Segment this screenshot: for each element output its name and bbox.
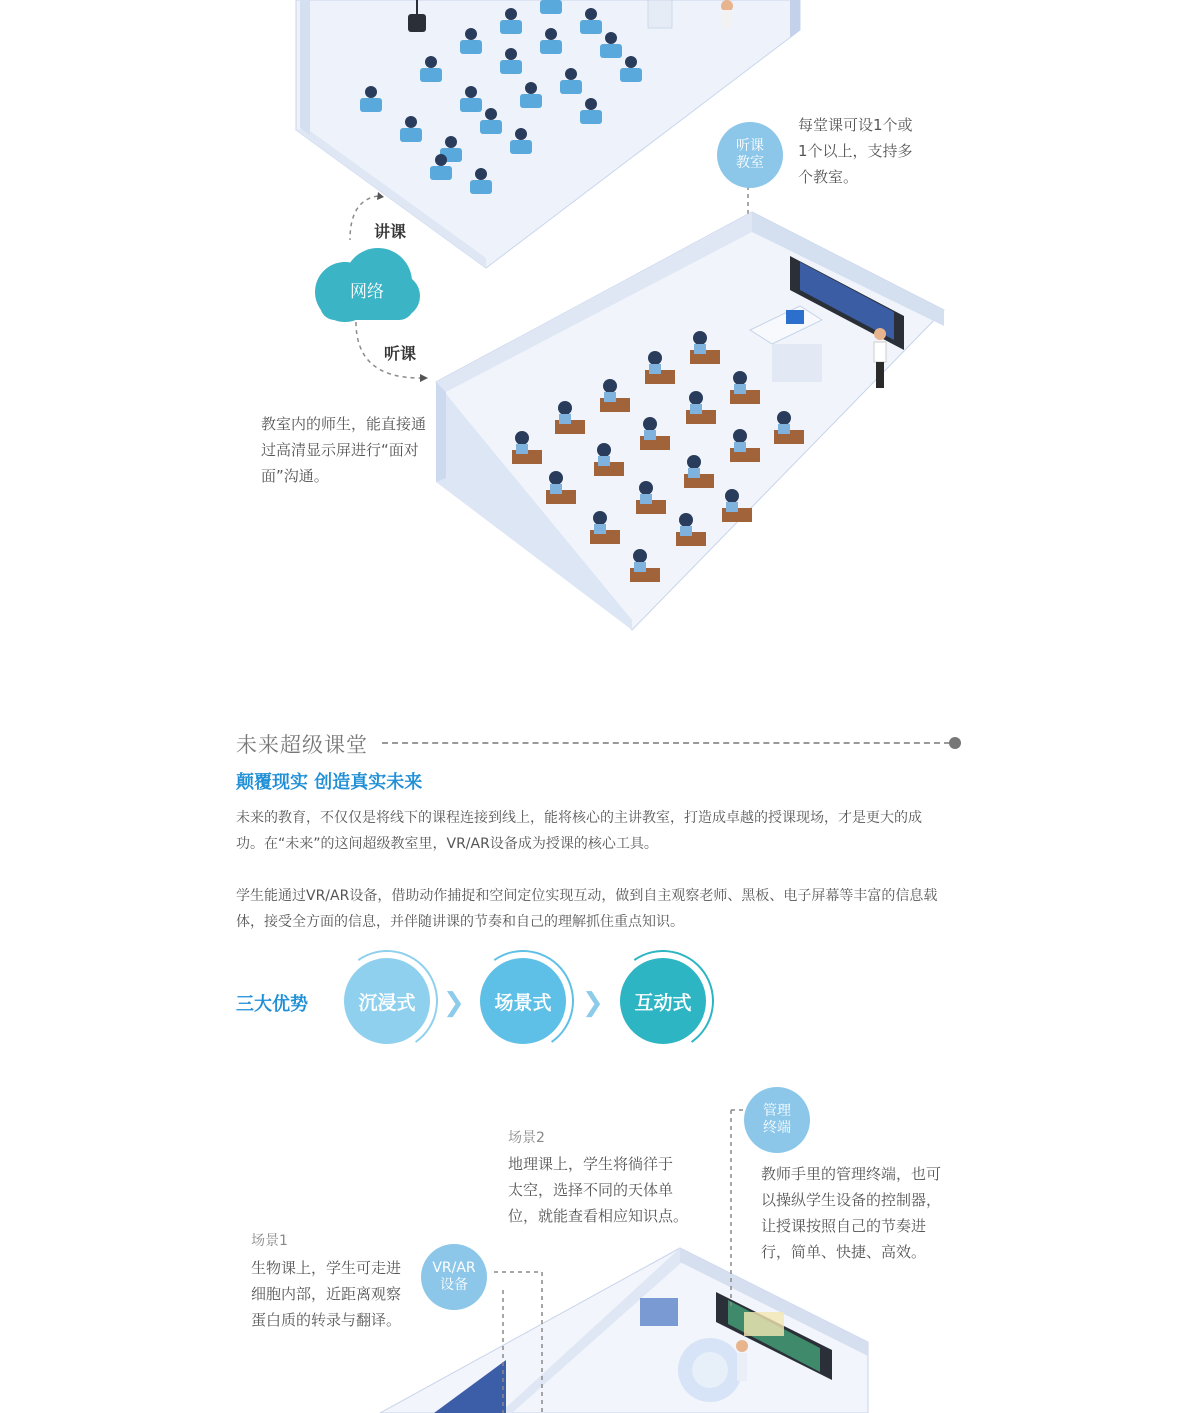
intro-paragraph-1: [236, 805, 966, 857]
note-line: 教室内的师生，能直接通: [261, 415, 427, 433]
vr-ar-device-bubble: VR/AR 设备: [421, 1244, 487, 1310]
title-dashed-divider: [382, 742, 950, 744]
divider-end-dot: [949, 737, 961, 749]
management-terminal-text: [761, 1161, 961, 1265]
advantage-label: 沉浸式: [358, 991, 416, 1014]
advantages-label: 三大优势: [236, 994, 308, 1015]
scene-line: 让授课按照自己的节奏进: [761, 1217, 927, 1235]
section-title: 未来超级课堂: [236, 733, 368, 757]
scene-line: 蛋白质的转录与翻译。: [251, 1311, 402, 1329]
advantage-label: 互动式: [634, 991, 692, 1014]
scene2-title: 场景2: [508, 1130, 545, 1146]
listen-label: 听课: [384, 344, 417, 363]
paragraph-line: 体，接受全方面的信息，并伴随讲课的节奏和自己的理解抓住重点知识。: [236, 914, 684, 930]
scene-line: 以操纵学生设备的控制器，: [761, 1191, 942, 1209]
vr-classroom-illustration: [0, 1080, 1200, 1413]
note-line: 个教室。: [798, 168, 859, 186]
scene-line: 太空，选择不同的天体单: [508, 1181, 674, 1199]
scene-line: 行，简单、快捷、高效。: [761, 1243, 927, 1261]
classroom-illustration-top: [0, 0, 1200, 650]
advantage-immersive: [344, 958, 430, 1044]
note-line: 过高清显示屏进行“面对: [261, 441, 419, 459]
scene-line: 细胞内部，近距离观察: [251, 1285, 402, 1303]
network-label: 网络: [350, 282, 384, 302]
paragraph-line: 功。在“未来”的这间超级教室里，VR/AR设备成为授课的核心工具。: [236, 836, 658, 852]
note-line: 面”沟通。: [261, 467, 329, 485]
classroom-note: [261, 411, 441, 489]
note-line: 每堂课可设1个或: [798, 116, 913, 134]
paragraph-line: 学生能通过VR/AR设备，借助动作捕捉和空间定位实现互动，做到自主观察老师、黑板、电子屏幕等丰富的信息载: [236, 888, 938, 904]
listening-classroom-illustration: [436, 212, 944, 630]
section-subtitle: 颠覆现实 创造真实未来: [236, 772, 423, 793]
note-line: 1个以上，支持多: [798, 142, 913, 160]
scene-line: 位，就能查看相应知识点。: [508, 1207, 689, 1225]
intro-paragraph-2: [236, 883, 966, 935]
advantage-scenario: [480, 958, 566, 1044]
scene1-text: [251, 1255, 431, 1333]
scene2-text: [508, 1151, 708, 1229]
scene-line: 地理课上，学生将徜徉于: [508, 1155, 674, 1173]
paragraph-line: 未来的教育，不仅仅是将线下的课程连接到线上，能将核心的主讲教室，打造成卓越的授课现场，才是更大的成: [236, 810, 922, 826]
listen-classroom-bubble: 听课 教室: [717, 122, 783, 188]
teach-label: 讲课: [374, 222, 407, 241]
scene1-title: 场景1: [251, 1233, 288, 1249]
management-terminal-bubble: 管理 终端: [744, 1087, 810, 1153]
chevron-right-icon: ❯: [443, 988, 465, 1018]
advantage-label: 场景式: [494, 991, 552, 1014]
chevron-right-icon: ❯: [582, 988, 604, 1018]
scene-line: 生物课上，学生可走进: [251, 1259, 402, 1277]
scene-line: 教师手里的管理终端，也可: [761, 1165, 942, 1183]
advantage-interactive: [620, 958, 706, 1044]
listen-classroom-note: [798, 112, 958, 190]
